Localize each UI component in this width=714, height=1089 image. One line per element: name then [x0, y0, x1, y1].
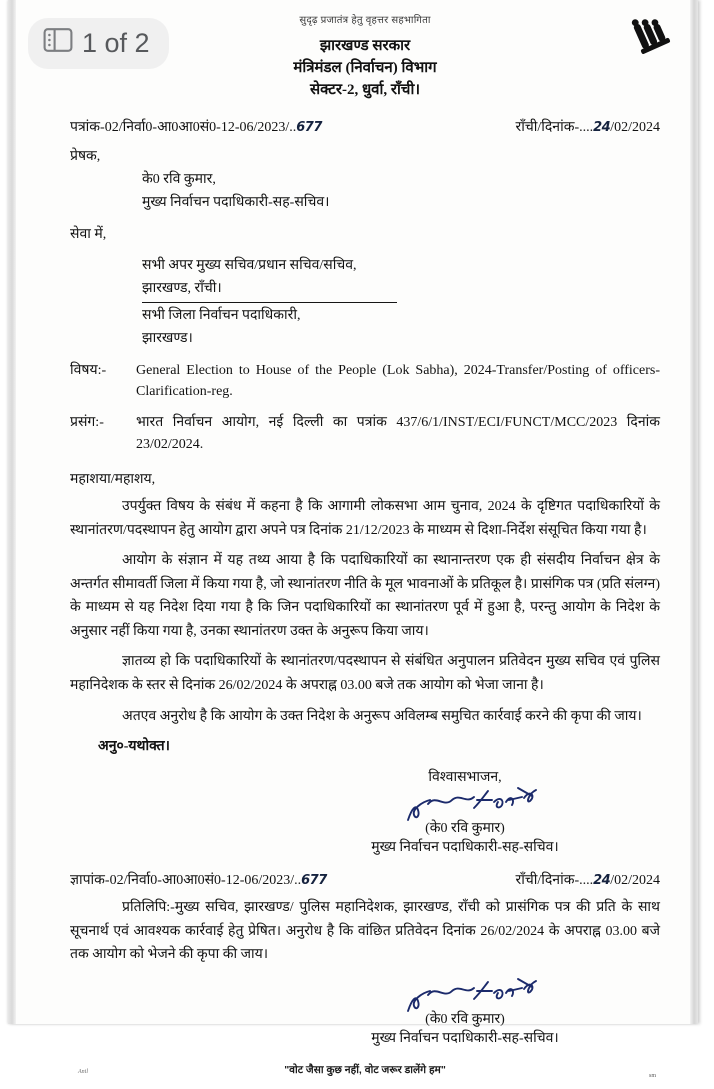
corner-mark: sm	[648, 1072, 656, 1079]
reference-value: भारत निर्वाचन आयोग, नई दिल्ली का पत्रांक 437/6/1/INST/ECI/FUNCT/MCC/2023 दिनांक 23/02/2024.	[136, 415, 660, 452]
memo-place-date	[515, 870, 660, 889]
heading-department: मंत्रिमंडल (निर्वाचन) विभाग	[293, 59, 437, 76]
memo-number-dots: ..	[294, 873, 302, 889]
subject-label: विषय:-	[70, 362, 107, 378]
signatory-name: (के0 रवि कुमार)	[425, 821, 505, 837]
place-date-dots: ....	[579, 120, 594, 136]
letter-number-handwritten: 677	[296, 120, 322, 136]
heading-address: सेक्टर-2, धुर्वा, राँची।	[309, 81, 421, 98]
memo-number	[70, 870, 327, 889]
signatory-designation: मुख्य निर्वाचन पदाधिकारी-सह-सचिव।	[371, 840, 559, 856]
place-date-handwritten-day: 24	[593, 120, 611, 136]
memo-number-handwritten: 677	[301, 873, 327, 889]
footer-slogan: "वोट जैसा कुछ नहीं, वोट जरूर डालेंगे हम"	[284, 1063, 446, 1076]
signature-block-copy	[70, 975, 660, 1047]
subject-field	[70, 360, 660, 403]
addressee-separator	[142, 302, 397, 303]
salutation: महाशया/महाशय,	[70, 472, 156, 488]
memo-date-suffix: /02/2024	[610, 873, 660, 889]
to-label: सेवा में,	[70, 227, 107, 243]
from-name: के0 रवि कुमार,	[142, 171, 216, 187]
footer-row	[70, 1063, 660, 1089]
from-designation: मुख्य निर्वाचन पदाधिकारी-सह-सचिव।	[142, 194, 330, 210]
memo-place-date-prefix: राँची/दिनांक-	[515, 873, 580, 889]
paragraph-1: उपर्युक्त विषय के संबंध में कहना है कि आगामी लोकसभा आम चुनाव, 2024 के दृष्टिगत पदाधिकारियों के स्थानांतरण/पदस्थापन हेतु आयोग द्वारा अपने पत्र दिनांक 21/12/2023 के माध्यम से दिशा-निर्देश संसूचित किया गया है।	[70, 499, 660, 538]
paragraph-2: आयोग के संज्ञान में यह तथ्य आया है कि पदाधिकारियों का स्थानान्तरण एक ही संसदीय निर्वाचन क्षेत्र के अन्तर्गत सीमावर्ती जिला में किया गया है, जो स्थानांतरण नीति के मूल भावनाओं के प्रतिकूल है। प्रासंगिक पत्र (प्रति संलग्न) के माध्यम से यह निदेश दिया गया है कि जिन पदाधिकारियों का स्थानांतरण पूर्व में हुआ है, परन्तु आयोग के निदेश के अनुसार नहीं किया गया है, उनका स्थानांतरण उक्त के अनुरूप किया जाय।	[70, 553, 660, 639]
to-group2-line2: झारखण्ड।	[142, 330, 193, 346]
signatory-designation-copy: मुख्य निर्वाचन पदाधिकारी-सह-सचिव।	[371, 1030, 559, 1046]
page-left-edge	[8, 0, 16, 1024]
page-counter-label: 1 of 2	[82, 28, 150, 58]
reference-field	[70, 412, 660, 455]
place-date-suffix: /02/2024	[610, 120, 660, 136]
place-date-prefix: राँची/दिनांक-	[515, 120, 580, 136]
gallery-layout-icon	[43, 27, 73, 60]
closing-salutation: विश्वासभाजन,	[428, 770, 502, 786]
letter-place-date	[515, 117, 660, 136]
memo-place-date-day: 24	[593, 873, 611, 889]
reference-label: प्रसंग:-	[70, 415, 104, 430]
signatory-name-copy: (के0 रवि कुमार)	[425, 1011, 505, 1027]
memo-number-row	[70, 870, 660, 889]
letter-number-dots: ..	[289, 120, 297, 136]
to-group1-line2: झारखण्ड, राँची।	[142, 280, 222, 296]
signature-block	[70, 767, 660, 856]
to-block	[70, 224, 660, 350]
clerk-initial-mark: Anil	[78, 1068, 88, 1075]
page-right-edge	[690, 0, 698, 1024]
scanned-document-page	[8, 0, 698, 1079]
to-group1-line1: सभी अपर मुख्य सचिव/प्रधान सचिव/सचिव,	[142, 257, 357, 273]
page-counter-badge[interactable]	[28, 18, 169, 69]
memo-number-prefix: ज्ञापांक-02/निर्वा0-आ0आ0सं0-12-06/2023/	[70, 873, 295, 889]
enclosure-note: अनु०-यथोक्त।	[98, 739, 170, 755]
heading-state: झारखण्ड सरकार	[319, 38, 411, 54]
paragraph-4: अतएव अनुरोध है कि आयोग के उक्त निदेश के अनुरूप अविलम्ब समुचित कार्रवाई करने की कृपा की जाय।	[122, 708, 642, 724]
department-tagline: सुदृढ़ प्रजातंत्र हेतु वृहत्तर सहभागिता	[299, 15, 431, 26]
to-group2-line1: सभी जिला निर्वाचन पदाधिकारी,	[142, 308, 301, 324]
letter-body	[70, 0, 660, 1089]
from-label: प्रेषक,	[70, 149, 101, 165]
letter-number-prefix: पत्रांक-02/निर्वा0-आ0आ0सं0-12-06/2023/	[70, 120, 290, 136]
copy-to-paragraph: प्रतिलिपि:-मुख्य सचिव, झारखण्ड/ पुलिस महानिदेशक, झारखण्ड, राँची को प्रासंगिक पत्र की प्रति के साथ सूचनार्थ एवं आवश्यक कार्रवाई हेतु प्रेषित। अनुरोध है कि वांछित प्रतिवेदन दिनांक 26/02/2024 के अपराह्न 03.00 बजे तक आयोग को भेजने की कृपा की जाय।	[70, 900, 660, 963]
letter-number-row	[70, 117, 660, 136]
paragraph-3: ज्ञातव्य हो कि पदाधिकारियों के स्थानांतरण/पदस्थापन से संबंधित अनुपालन प्रतिवेदन मुख्य सचिव एवं पुलिस महानिदेशक के स्तर से दिनांक 26/02/2024 के अपराह्न 03.00 बजे तक आयोग को भेजा जाना है।	[70, 654, 660, 693]
memo-place-date-dots: ....	[579, 873, 594, 889]
from-block	[70, 146, 660, 214]
letter-number	[70, 117, 322, 136]
subject-value: General Election to House of the People (Lok Sabha), 2024-Transfer/Posting of officers-Clarification-reg.	[136, 362, 660, 400]
